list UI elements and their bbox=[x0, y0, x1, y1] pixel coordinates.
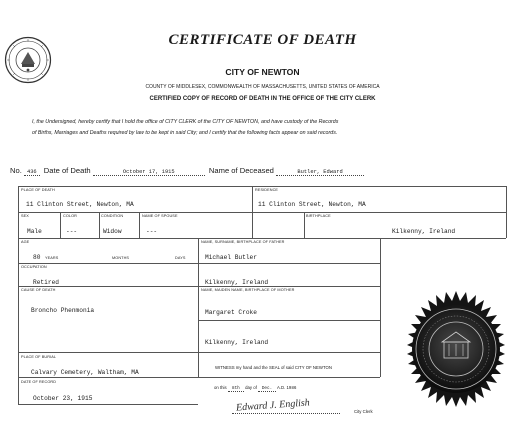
name-of-deceased-label: Name of Deceased bbox=[208, 166, 274, 175]
certified-copy-line: CERTIFIED COPY OF RECORD OF DEATH IN THE OFFICE OF THE CITY CLERK bbox=[149, 96, 376, 102]
father-name-value: Michael Butler bbox=[205, 254, 257, 261]
day-of-label: day of bbox=[245, 385, 257, 390]
city-name: CITY OF NEWTON bbox=[225, 67, 300, 77]
city-clerk-signature: Edward J. English bbox=[235, 397, 311, 414]
place-of-burial-value: Calvary Cemetery, Waltham, MA bbox=[31, 369, 139, 376]
father-label: NAME, SURNAME, BIRTHPLACE OF FATHER bbox=[201, 240, 285, 244]
record-number-value: 436 bbox=[24, 169, 40, 176]
date-of-record-label: DATE OF RECORD bbox=[21, 380, 57, 384]
birthplace-label: BIRTHPLACE bbox=[306, 214, 331, 218]
cause-of-death-value: Broncho Phenmonia bbox=[31, 307, 95, 314]
occupation-value: Retired bbox=[33, 279, 59, 286]
date-of-death-value: October 17, 1915 bbox=[93, 169, 205, 176]
witness-year-value: 86 bbox=[291, 386, 297, 391]
color-label: COLOR bbox=[63, 214, 78, 218]
record-line bbox=[10, 166, 364, 176]
on-this-label: on this bbox=[214, 385, 227, 390]
witness-month-value: Dec. bbox=[258, 386, 276, 392]
age-months-label: MONTHS bbox=[112, 256, 130, 260]
sex-value: Male bbox=[27, 228, 42, 235]
sex-label: SEX bbox=[21, 214, 29, 218]
name-of-spouse-value: --- bbox=[146, 228, 158, 235]
name-of-spouse-label: NAME OF SPOUSE bbox=[142, 214, 178, 218]
date-of-record-value: October 23, 1915 bbox=[33, 395, 93, 402]
birthplace-value: Kilkenny, Ireland bbox=[392, 228, 456, 235]
date-of-death-label: Date of Death bbox=[43, 166, 91, 175]
name-of-deceased-value: Butler, Edward bbox=[276, 169, 364, 176]
certification-statement-line-2: of Births, Marriages and Deaths required by law to be kept in said City; and I certify that the following facts appear on said records. bbox=[32, 130, 338, 136]
place-of-burial-label: PLACE OF BURIAL bbox=[21, 355, 57, 359]
certificate-title: CERTIFICATE OF DEATH bbox=[168, 32, 357, 48]
certification-statement bbox=[32, 117, 507, 139]
condition-label: CONDITION bbox=[101, 214, 124, 218]
witness-day-value: 8th bbox=[228, 386, 244, 392]
certification-statement-line-1: I, the Undersigned, hereby certify that I hold the office of CITY CLERK of the CITY OF NEWTON, and have custody of the Records bbox=[32, 119, 339, 125]
age-label: AGE bbox=[21, 240, 30, 244]
residence-label: RESIDENCE bbox=[255, 188, 279, 192]
ad-label: A.D. 19 bbox=[276, 385, 292, 390]
witness-date-line bbox=[214, 385, 296, 392]
witness-statement: WITNESS my hand and the SEAL of said CITY OF NEWTON bbox=[215, 365, 332, 370]
age-years-label: YEARS bbox=[45, 256, 59, 260]
color-value: --- bbox=[66, 228, 78, 235]
place-of-death-label: PLACE OF DEATH bbox=[21, 188, 55, 192]
age-days-label: DAYS bbox=[175, 256, 186, 260]
mother-label: NAME, MAIDEN NAME, BIRTHPLACE OF MOTHER bbox=[201, 288, 295, 292]
residence-value: 11 Clinton Street, Newton, MA bbox=[258, 201, 366, 208]
city-gold-seal bbox=[394, 290, 518, 414]
age-years-value: 80 bbox=[33, 254, 41, 261]
cause-of-death-label: CAUSE OF DEATH bbox=[21, 288, 56, 292]
city-clerk-label: City Clerk bbox=[354, 409, 373, 414]
mother-name-value: Margaret Croke bbox=[205, 309, 257, 316]
county-line: COUNTY OF MIDDLESEX, COMMONWEALTH OF MASSACHUSETTS, UNITED STATES OF AMERICA bbox=[145, 84, 380, 90]
condition-value: Widow bbox=[103, 228, 122, 235]
mother-birthplace-value: Kilkenny, Ireland bbox=[205, 339, 269, 346]
place-of-death-value: 11 Clinton Street, Newton, MA bbox=[26, 201, 134, 208]
occupation-label: OCCUPATION bbox=[21, 265, 47, 269]
record-number-label: No. bbox=[10, 166, 22, 175]
father-birthplace-value: Kilkenny, Ireland bbox=[205, 279, 269, 286]
